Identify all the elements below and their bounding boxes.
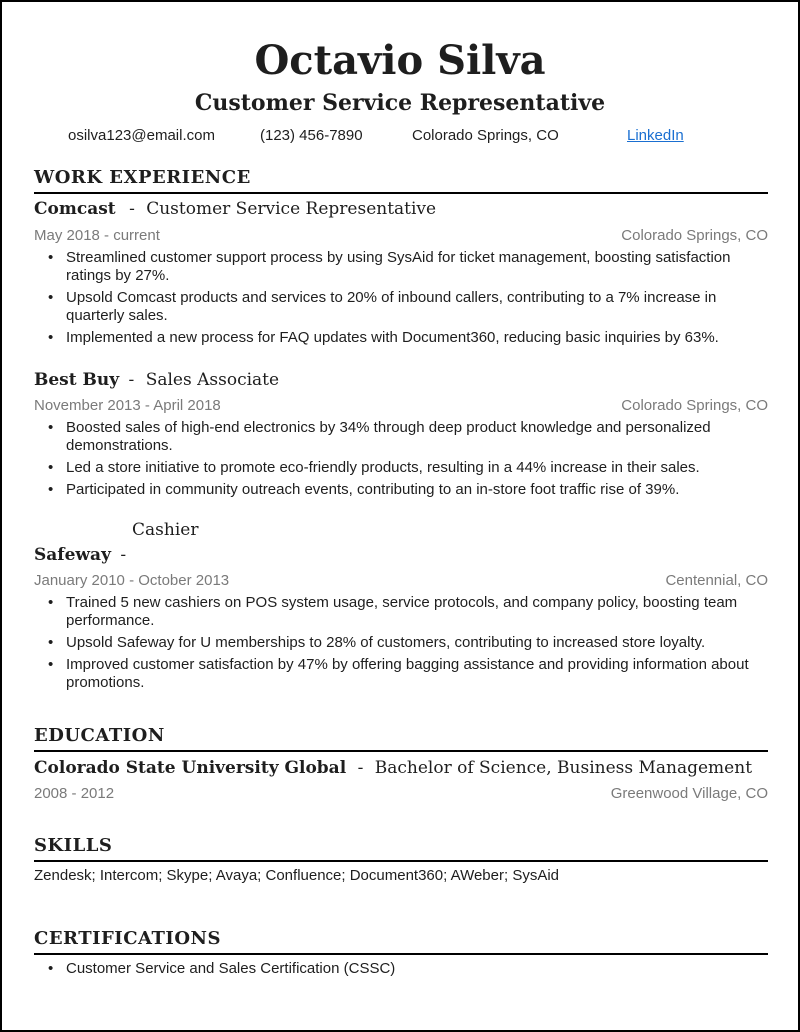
section-heading-work-experience: WORK EXPERIENCE bbox=[34, 166, 768, 194]
contact-location: Colorado Springs, CO bbox=[412, 127, 559, 144]
job-bullets bbox=[34, 594, 768, 696]
job-location: Centennial, CO bbox=[665, 572, 768, 589]
job-role: Sales Associate bbox=[145, 370, 280, 390]
education-dates: 2008 - 2012 bbox=[34, 785, 115, 802]
contact-phone: (123) 456-7890 bbox=[260, 127, 363, 144]
education-heading bbox=[34, 757, 768, 779]
job-separator: - bbox=[120, 545, 127, 565]
contact-email[interactable]: osilva123@email.com bbox=[68, 127, 215, 144]
list-item: • Upsold Comcast products and services to 20% of inbound callers, contributing to a 7% increase in quarterly sales. bbox=[66, 289, 768, 325]
list-item: • Boosted sales of high-end electronics by 34% through deep product knowledge and personalized demonstrations. bbox=[66, 419, 768, 455]
list-item: • Led a store initiative to promote eco-friendly products, resulting in a 44% increase in their sales. bbox=[66, 459, 768, 477]
job-role: Customer Service Representative bbox=[146, 199, 437, 219]
skills-list: Zendesk; Intercom; Skype; Avaya; Confluence; Document360; AWeber; SysAid bbox=[34, 867, 559, 884]
job-bullets bbox=[34, 249, 768, 351]
list-item: • Implemented a new process for FAQ updates with Document360, reducing basic inquiries by 63%. bbox=[66, 329, 768, 347]
list-item: • Participated in community outreach events, contributing to an in-store foot traffic rise of 39%. bbox=[66, 481, 768, 499]
list-item: • Upsold Safeway for U memberships to 28% of customers, contributing to increased store loyalty. bbox=[66, 634, 768, 652]
linkedin-link[interactable]: LinkedIn bbox=[627, 127, 684, 144]
job-role: Cashier bbox=[132, 520, 199, 540]
education-meta bbox=[34, 784, 768, 804]
section-heading-skills: SKILLS bbox=[34, 834, 768, 862]
job-separator: - bbox=[128, 370, 135, 390]
candidate-name: Octavio Silva bbox=[254, 37, 546, 84]
section-heading-education: EDUCATION bbox=[34, 724, 768, 752]
job-dates: May 2018 - current bbox=[34, 227, 160, 244]
education-school: Colorado State University Global bbox=[34, 758, 347, 778]
list-item: • Improved customer satisfaction by 47% by offering bagging assistance and providing information about promotions. bbox=[66, 656, 768, 692]
job-meta bbox=[34, 396, 768, 416]
job-heading bbox=[34, 544, 768, 566]
candidate-title: Customer Service Representative bbox=[194, 90, 606, 116]
job-meta bbox=[34, 571, 768, 591]
job-company: Safeway bbox=[34, 545, 111, 565]
job-heading bbox=[34, 198, 768, 220]
education-location: Greenwood Village, CO bbox=[610, 785, 768, 802]
education-separator: - bbox=[357, 758, 364, 778]
education-degree: Bachelor of Science, Business Management bbox=[374, 758, 753, 778]
list-item: • Trained 5 new cashiers on POS system usage, service protocols, and company policy, boosting team performance. bbox=[66, 594, 768, 630]
list-item: • Streamlined customer support process by using SysAid for ticket management, boosting satisfaction ratings by 27%. bbox=[66, 249, 768, 285]
job-heading bbox=[34, 369, 768, 391]
job-meta bbox=[34, 226, 768, 246]
section-heading-certifications: CERTIFICATIONS bbox=[34, 927, 768, 955]
job-dates: January 2010 - October 2013 bbox=[34, 572, 230, 589]
list-item: • Customer Service and Sales Certification (CSSC) bbox=[66, 960, 768, 978]
job-dates: November 2013 - April 2018 bbox=[34, 397, 221, 414]
job-separator: - bbox=[129, 199, 135, 219]
job-bullets bbox=[34, 419, 768, 503]
job-location: Colorado Springs, CO bbox=[621, 397, 768, 414]
certifications-list bbox=[34, 960, 768, 982]
job-company: Comcast bbox=[34, 199, 116, 219]
job-company: Best Buy bbox=[34, 370, 120, 390]
job-location: Colorado Springs, CO bbox=[621, 227, 768, 244]
